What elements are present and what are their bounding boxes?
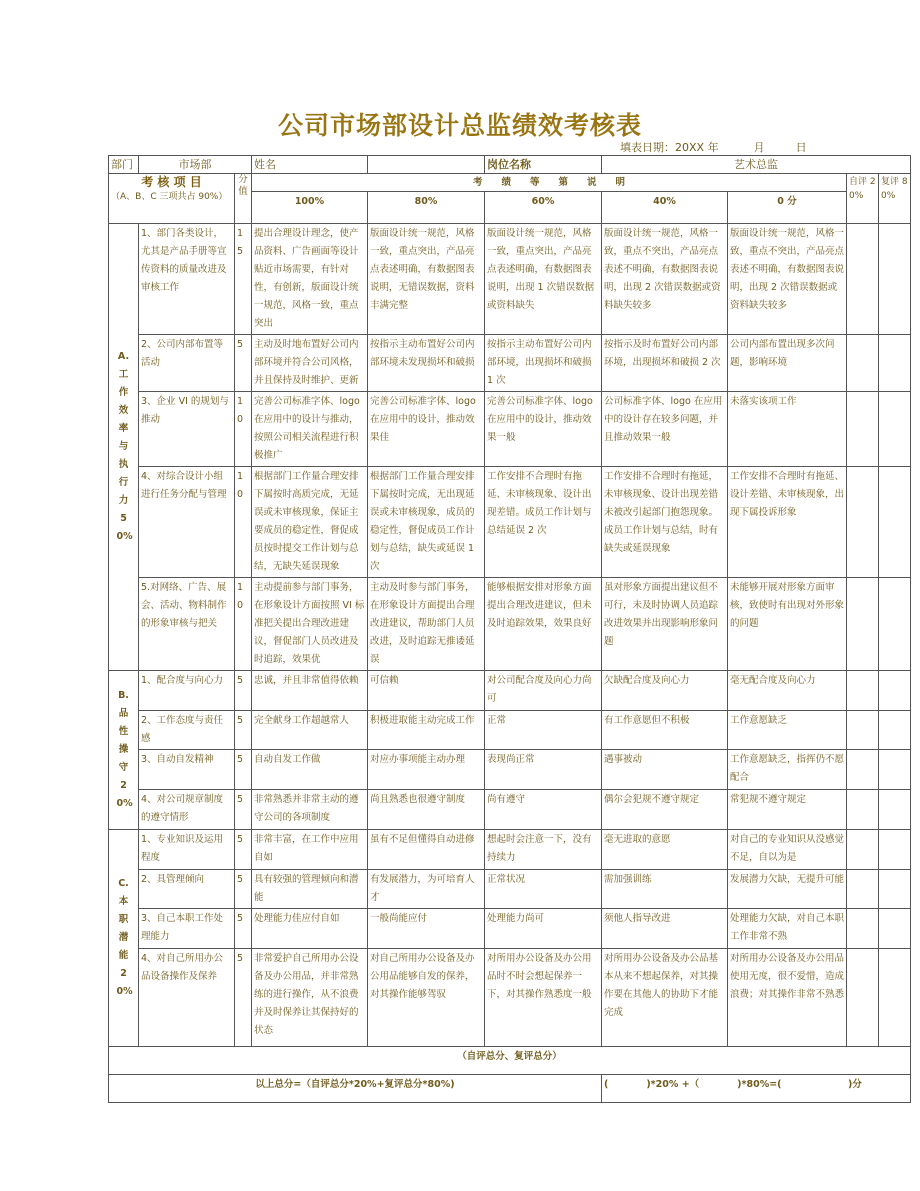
grade-100-cell: 处理能力佳应付自如 <box>252 909 368 949</box>
page-title: 公司市场部设计总监绩效考核表 <box>277 111 642 140</box>
grade-0-cell: 毫无配合度及向心力 <box>728 671 847 711</box>
table-row <box>109 949 911 1047</box>
table-row <box>109 909 911 949</box>
grade-80-cell: 可信赖 <box>368 671 485 711</box>
score-cell: 5 <box>235 870 252 909</box>
grade-60-cell: 工作安排不合理时有拖延、未审核现象、设计出现差错。成员工作计划与总结延误 2 次 <box>485 467 602 578</box>
grade-60-cell: 正常状况 <box>485 870 602 909</box>
self-eval-input[interactable] <box>847 909 879 949</box>
grade-40-cell: 遇事被动 <box>602 750 728 790</box>
grade-80-cell: 一般尚能应付 <box>368 909 485 949</box>
grade-0-cell: 未能够开展对形象方面审核，致使时有出现对外形象的问题 <box>728 578 847 671</box>
item-cell: 4、对公司规章制度的遵守情形 <box>139 790 235 830</box>
table-row <box>109 578 911 671</box>
section-label <box>109 224 139 671</box>
grade-100-cell: 主动及时地布置好公司内部环境并符合公司风格，并且保持及时维护、更新 <box>252 335 368 392</box>
grade-80-cell: 虽有不足但懂得自动进修 <box>368 830 485 870</box>
grade-0-cell: 常犯规不遵守规定 <box>728 790 847 830</box>
self-eval-input[interactable] <box>847 711 879 750</box>
review-input[interactable] <box>879 671 911 711</box>
item-note: （A、B、C 三项共占 90%） <box>111 192 228 202</box>
grade-40-cell: 需加强训练 <box>602 870 728 909</box>
fill-date-day: 日 <box>795 141 807 154</box>
score-cell: 5 <box>235 750 252 790</box>
grade-60-cell: 版面设计统一规范，风格一致，重点突出，产品亮点表述明确，有数据图表说明，出现 1 次错误数据或资料缺失 <box>485 224 602 335</box>
grade-40-cell: 公司标准字体、logo 在应用中的设计存在较多问题，并且推动效果一般 <box>602 392 728 467</box>
score-cell: 10 <box>235 578 252 671</box>
grade-40-cell: 偶尔会犯规不遵守规定 <box>602 790 728 830</box>
grade-0-cell: 公司内部布置出现多次问题，影响环境 <box>728 335 847 392</box>
summary-label: （自评总分、复评总分） <box>109 1047 911 1075</box>
grade-100-cell: 主动提前参与部门事务，在形象设计方面按照 VI 标准把关提出合理改进建议，督促部门人员改进及时追踪，效果优 <box>252 578 368 671</box>
level-0: 0 分 <box>728 192 847 224</box>
grade-60-cell: 按指示主动布置好公司内部环境，出现损坏和破损 1 次 <box>485 335 602 392</box>
grade-100-cell: 非常熟悉并非常主动的遵守公司的各项制度 <box>252 790 368 830</box>
item-cell: 1、部门各类设计，尤其是产品手册等宣传资料的质量改进及审核工作 <box>139 224 235 335</box>
kpi-form-table <box>108 155 911 1103</box>
self-eval-input[interactable] <box>847 830 879 870</box>
fill-date-label: 填表日期：20XX 年 <box>620 141 719 154</box>
grade-60-cell: 能够根据安排对形象方面提出合理改进建议，但未及时追踪效果，效果良好 <box>485 578 602 671</box>
score-cell: 5 <box>235 335 252 392</box>
dept-value[interactable]: 市场部 <box>139 156 252 174</box>
fill-date-month: 月 <box>753 141 765 154</box>
review-input[interactable] <box>879 467 911 578</box>
table-row <box>109 335 911 392</box>
item-cell: 5.对网络、广告、展会、活动、物料制作的形象审核与把关 <box>139 578 235 671</box>
grade-40-cell: 须他人指导改进 <box>602 909 728 949</box>
score-cell: 5 <box>235 711 252 750</box>
review-header: 复评 80% <box>879 174 911 224</box>
grade-60-cell: 尚有遵守 <box>485 790 602 830</box>
grade-0-cell: 工作意愿缺乏，指挥仍不愿配合 <box>728 750 847 790</box>
table-row <box>109 750 911 790</box>
score-cell: 5 <box>235 909 252 949</box>
score-cell: 5 <box>235 949 252 1047</box>
score-cell: 5 <box>235 671 252 711</box>
dept-label: 部门 <box>109 156 139 174</box>
review-input[interactable] <box>879 392 911 467</box>
grade-60-cell: 完善公司标准字体、logo 在应用中的设计，推动效果一般 <box>485 392 602 467</box>
grade-40-cell: 欠缺配合度及向心力 <box>602 671 728 711</box>
total-label: 以上总分=（自评总分*20%+复评总分*80%) <box>109 1075 602 1103</box>
grade-0-cell: 工作意愿缺乏 <box>728 711 847 750</box>
table-row <box>109 224 911 335</box>
grade-0-cell: 发展潜力欠缺，无提升可能 <box>728 870 847 909</box>
table-row <box>109 790 911 830</box>
item-cell: 2、具管理倾向 <box>139 870 235 909</box>
review-input[interactable] <box>879 830 911 870</box>
grade-0-cell: 工作安排不合理时有拖延、设计差错、未审核现象，出现下属投诉形象 <box>728 467 847 578</box>
self-eval-input[interactable] <box>847 467 879 578</box>
grade-80-cell: 积极进取能主动完成工作 <box>368 711 485 750</box>
grade-60-cell: 处理能力尚可 <box>485 909 602 949</box>
grade-0-cell: 未落实该项工作 <box>728 392 847 467</box>
table-row <box>109 467 911 578</box>
grade-0-cell: 对自己的专业知识从没感觉不足，自以为是 <box>728 830 847 870</box>
item-cell: 2、公司内部布置等活动 <box>139 335 235 392</box>
grade-100-cell: 完善公司标准字体、logo 在应用中的设计与推动，按照公司相关流程进行积极推广 <box>252 392 368 467</box>
grade-80-cell: 主动及时参与部门事务，在形象设计方面提出合理改进建议，帮助部门人员改进，及时追踪无推诿延误 <box>368 578 485 671</box>
review-input[interactable] <box>879 909 911 949</box>
grade-60-cell: 正常 <box>485 711 602 750</box>
grade-40-cell: 有工作意愿但不积极 <box>602 711 728 750</box>
self-eval-input[interactable] <box>847 224 879 335</box>
info-row <box>109 156 911 174</box>
item-cell: 1、配合度与向心力 <box>139 671 235 711</box>
review-input[interactable] <box>879 949 911 1047</box>
score-cell: 15 <box>235 224 252 335</box>
item-cell: 3、自己本职工作处理能力 <box>139 909 235 949</box>
grade-80-cell: 对自己所用办公设备及办公用品能够自发的保养，对其操作能够驾驭 <box>368 949 485 1047</box>
self-eval-header: 自评 20% <box>847 174 879 224</box>
grade-40-cell: 对所用办公设备及办公品基本从来不想起保养，对其操作要在其他人的协助下才能完成 <box>602 949 728 1047</box>
grade-100-cell: 完全献身工作超越常人 <box>252 711 368 750</box>
item-cell: 3、自动自发精神 <box>139 750 235 790</box>
grade-80-cell: 尚且熟悉也很遵守制度 <box>368 790 485 830</box>
review-input[interactable] <box>879 711 911 750</box>
level-80: 80% <box>368 192 485 224</box>
grade-60-cell: 想起时会注意一下，没有持续力 <box>485 830 602 870</box>
grade-100-cell: 忠诚，并且非常值得依赖 <box>252 671 368 711</box>
item-cell: 3、企业 VI 的规划与推动 <box>139 392 235 467</box>
section-label-text: C.本职潜能20% <box>116 878 133 997</box>
score-cell: 10 <box>235 392 252 467</box>
grade-100-cell: 非常丰富，在工作中应用自如 <box>252 830 368 870</box>
table-row <box>109 392 911 467</box>
level-40: 40% <box>602 192 728 224</box>
name-label: 姓名 <box>252 156 368 174</box>
table-row <box>109 711 911 750</box>
self-eval-input[interactable] <box>847 790 879 830</box>
post-value[interactable]: 艺术总监 <box>602 156 911 174</box>
name-value[interactable] <box>368 156 485 174</box>
grade-0-cell: 处理能力欠缺，对自己本职工作非常不熟 <box>728 909 847 949</box>
item-cell: 2、工作态度与责任感 <box>139 711 235 750</box>
grade-100-cell: 根据部门工作量合理安排下属按时高质完成，无延误或未审核现象，保证主要成员的稳定性，督促成员按时提交工作计划与总结，无缺失延误现象 <box>252 467 368 578</box>
grade-80-cell: 对应办事项能主动办理 <box>368 750 485 790</box>
grade-80-cell: 根据部门工作量合理安排下属按时完成，无出现延误或未审核现象，成员的稳定性，督促成员工作计划与总结，缺失或延误 1 次 <box>368 467 485 578</box>
review-input[interactable] <box>879 750 911 790</box>
grade-60-cell: 对所用办公设备及办公用品时不时会想起保养一下，对其操作熟悉度一般 <box>485 949 602 1047</box>
grade-100-cell: 提出合理设计理念，使产品资料、广告画面等设计贴近市场需要，有针对性，有创新，版面设计统一规范，风格一致，重点突出 <box>252 224 368 335</box>
post-label: 岗位名称 <box>485 156 602 174</box>
review-input[interactable] <box>879 790 911 830</box>
score-cell: 5 <box>235 830 252 870</box>
item-cell: 4、对自己所用办公品设备操作及保养 <box>139 949 235 1047</box>
grade-40-cell: 毫无进取的意愿 <box>602 830 728 870</box>
grade-40-cell: 版面设计统一规范，风格一致，重点不突出，产品亮点表述不明确，有数据图表说明，出现 2 次错误数据或资料缺失较多 <box>602 224 728 335</box>
item-title: 考 核 项 目 <box>141 175 202 189</box>
score-header: 分值 <box>235 174 252 224</box>
grade-100-cell: 自动自发工作做 <box>252 750 368 790</box>
self-eval-input[interactable] <box>847 578 879 671</box>
review-input[interactable] <box>879 870 911 909</box>
table-row <box>109 671 911 711</box>
self-eval-input[interactable] <box>847 870 879 909</box>
grade-80-cell: 完善公司标准字体、logo 在应用中的设计，推动效果佳 <box>368 392 485 467</box>
item-cell: 4、对综合设计小组进行任务分配与管理 <box>139 467 235 578</box>
section-label-text: B.品性操守20% <box>116 690 133 809</box>
item-cell: 1、专业知识及运用程度 <box>139 830 235 870</box>
self-eval-input[interactable] <box>847 335 879 392</box>
table-row <box>109 870 911 909</box>
score-cell: 10 <box>235 467 252 578</box>
grade-100-cell: 非常爱护自己所用办公设备及办公用品，并非常熟练的进行操作，从不浪费并及时保养让其保持好的状态 <box>252 949 368 1047</box>
review-input[interactable] <box>879 578 911 671</box>
self-eval-input[interactable] <box>847 392 879 467</box>
table-row <box>109 830 911 870</box>
level-100: 100% <box>252 192 368 224</box>
grade-40-cell: 工作安排不合理时有拖延，未审核现象、设计出现差错未被改引起部门抱怨现象。成员工作计划与总结，时有缺失或延误现象 <box>602 467 728 578</box>
grade-60-cell: 表现尚正常 <box>485 750 602 790</box>
item-header <box>109 174 235 224</box>
grade-40-cell: 按指示及时布置好公司内部环境，出现损坏和破损 2 次 <box>602 335 728 392</box>
section-label <box>109 671 139 830</box>
grade-80-cell: 有发展潜力，为可培育人才 <box>368 870 485 909</box>
grade-0-cell: 对所用办公设备及办公用品使用无度，很不爱惜，造成浪费；对其操作非常不熟悉 <box>728 949 847 1047</box>
level-60: 60% <box>485 192 602 224</box>
self-eval-input[interactable] <box>847 671 879 711</box>
grade-80-cell: 按指示主动布置好公司内部环境未发现损坏和破损 <box>368 335 485 392</box>
grade-0-cell: 版面设计统一规范，风格一致，重点不突出，产品亮点表述不明确，有数据图表说明，出现 2 次错误数据或资料缺失较多 <box>728 224 847 335</box>
self-eval-input[interactable] <box>847 750 879 790</box>
section-label <box>109 830 139 1047</box>
score-cell: 5 <box>235 790 252 830</box>
grade-100-cell: 具有较强的管理倾向和潜能 <box>252 870 368 909</box>
review-input[interactable] <box>879 335 911 392</box>
review-input[interactable] <box>879 224 911 335</box>
grade-60-cell: 对公司配合度及向心力尚可 <box>485 671 602 711</box>
total-formula[interactable]: ( )*20% +（ )*80%=( )分 <box>602 1075 911 1103</box>
grade-40-cell: 虽对形象方面提出建议但不可行，未及时协调人员追踪改进效果并出现影响形象问题 <box>602 578 728 671</box>
grade-title: 考 绩 等 第 说 明 <box>252 174 847 192</box>
fill-date <box>620 139 807 155</box>
grade-80-cell: 版面设计统一规范，风格一致，重点突出，产品亮点表述明确，有数据图表说明，无错误数据，资料丰满完整 <box>368 224 485 335</box>
self-eval-input[interactable] <box>847 949 879 1047</box>
section-label-text: A.工作效率与执行力50% <box>116 351 133 542</box>
